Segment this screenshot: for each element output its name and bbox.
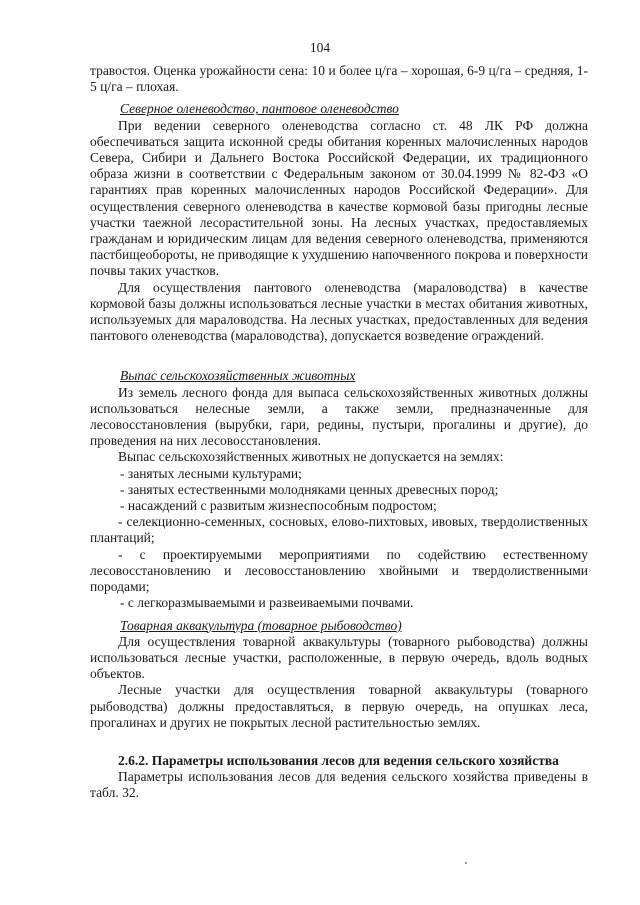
aquaculture-paragraph-1: Для осуществления товарной аквакультуры (товарного рыбоводства) должны использоваться лесные участки, расположенные, в первую очередь, вдоль водных объектов. (90, 633, 588, 682)
section-paragraph: Параметры использования лесов для ведения сельского хозяйства приведены в табл. 32. (90, 769, 588, 801)
reindeer-paragraph-2: Для осуществления пантового оленеводства (мараловодства) в качестве кормовой базы должны использоваться лесные участки в местах обитания животных, используемых для мараловодства. На лесных участках, предоставленных для ведения пантового оленеводства (мараловодства), допускается возведение ограждений. (90, 279, 588, 344)
grazing-paragraph-1: Из земель лесного фонда для выпаса сельскохозяйственных животных должны использоваться нелесные земли, а также земли, предназначенные для лесовосстановления (вырубки, гари, редины, пустыри, прогалины и другие), до проведения на них лесовосстановления. (90, 384, 588, 449)
reindeer-heading: Северное оленеводство, пантовое оленеводство (120, 101, 399, 117)
grazing-list-item: - с легкоразмываемыми и развеиваемыми почвами. (120, 595, 414, 611)
grazing-list-item: - насаждений с развитым жизнеспособным подростом; (120, 498, 437, 514)
aquaculture-paragraph-2: Лесные участки для осуществления товарной аквакультуры (товарного рыбоводства) должны предоставляться, в первую очередь, на опушках леса, прогалинах и других не покрытых лесной растительностью землях. (90, 682, 588, 730)
grazing-heading: Выпас сельскохозяйственных животных (120, 368, 356, 384)
grazing-list-item: - селекционно-семенных, сосновых, елово-пихтовых, ивовых, твердолиственных плантаций; (90, 514, 588, 546)
reindeer-paragraph-1: При ведении северного оленеводства согласно ст. 48 ЛК РФ должна обеспечиваться защита исконной среды обитания коренных малочисленных народов Севера, Сибири и Дальнего Востока Российской Федерации, их традиционного образа жизни в соответствии с Федеральным законом от 30.04.1999 № 82-ФЗ «О гарантиях прав коренных малочисленных народов Российской Федерации». Для осуществления северного оленеводства в качестве кормовой базы пригодны лесные участки таежной лесорастительной зоны. На лесных участках, предоставляемых гражданам и юридическим лицам для ведения северного оленеводства, применяются пастбищеобороты, не приводящие к ухудшению напочвенного покрова и поверхности почвы таких участков. (90, 117, 588, 279)
grazing-list-item: - занятых лесными культурами; (120, 465, 302, 481)
page-body (90, 63, 588, 802)
scan-speck (465, 862, 467, 864)
section-title: 2.6.2. Параметры использования лесов для ведения сельского хозяйства (118, 752, 559, 768)
grazing-paragraph-2: Выпас сельскохозяйственных животных не допускается на землях: (118, 449, 504, 465)
grazing-list-item: - занятых естественными молодняками ценных древесных пород; (120, 481, 499, 497)
aquaculture-heading: Товарная аквакультура (товарное рыбоводство) (120, 617, 402, 633)
grazing-list-item: - с проектируемыми мероприятиями по содействию естественному лесовосстановлению и лесовосстановлению хвойными и твердолиственными породами; (90, 546, 588, 595)
intro-paragraph: травостоя. Оценка урожайности сена: 10 и более ц/га – хорошая, 6-9 ц/га – средняя, 1-5 ц/га – плохая. (90, 63, 588, 95)
page-number: 104 (309, 40, 331, 55)
